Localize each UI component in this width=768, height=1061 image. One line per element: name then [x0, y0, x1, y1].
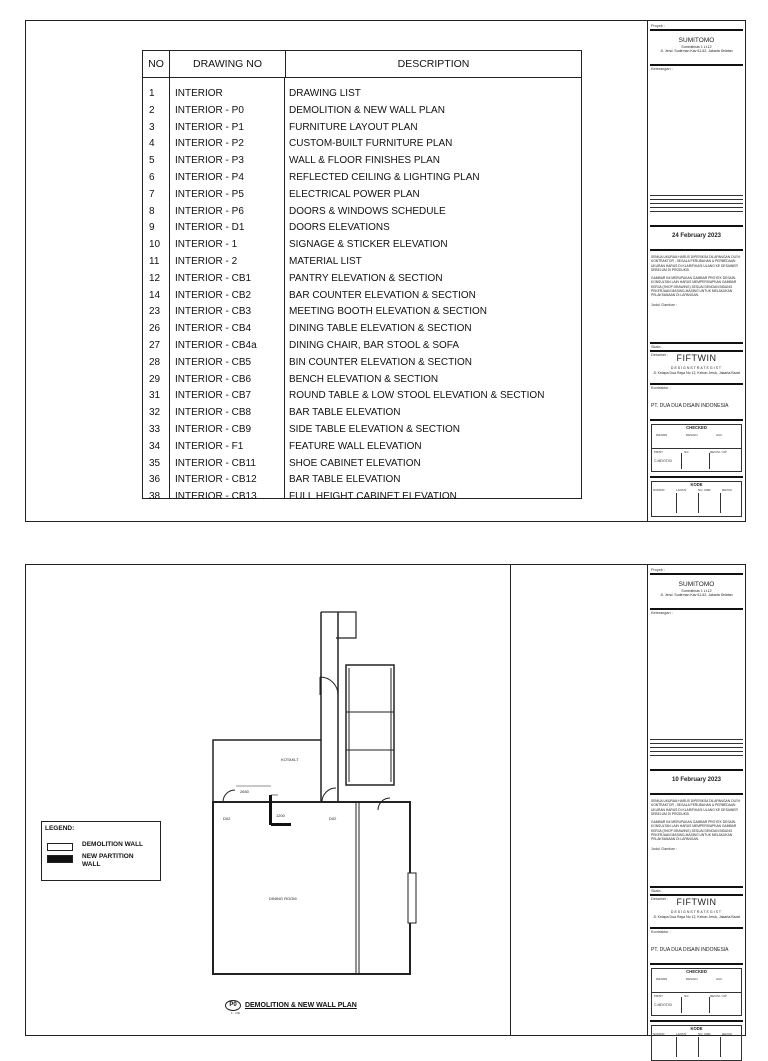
drawing-title-label: Judul Gambar : — [651, 303, 677, 307]
door-tag-1: D02 — [223, 816, 231, 821]
checked-row-no: NO — [684, 450, 689, 454]
rule — [650, 1020, 743, 1022]
row-number: 35 — [149, 457, 161, 469]
row-description: MATERIAL LIST — [289, 255, 362, 268]
title-block — [647, 21, 745, 521]
kode-col-revisi: REVISI — [722, 1032, 732, 1036]
kode-col-no-gbr: NO. GBR — [698, 488, 711, 492]
rule — [650, 927, 743, 929]
row-drawing-no: INTERIOR - 2 — [175, 255, 238, 268]
row-number: 26 — [149, 322, 161, 335]
rule — [650, 225, 743, 227]
rule — [650, 769, 743, 771]
table-row — [143, 287, 581, 305]
row-drawing-no: INTERIOR - CB6 — [175, 373, 252, 385]
rule — [650, 203, 743, 204]
row-description: DINING TABLE ELEVATION & SECTION — [289, 322, 472, 335]
checked-col-acc: ACC — [716, 433, 723, 437]
table-row — [143, 489, 581, 507]
rule — [650, 894, 743, 896]
checked-row-print: PRINT — [654, 450, 663, 454]
dimension-label-1: 2650 — [240, 789, 249, 794]
row-drawing-no: INTERIOR - P0 — [175, 104, 244, 117]
checked-col-design: DESIGN — [686, 433, 698, 437]
cell-divider — [720, 493, 721, 513]
row-drawing-no: INTERIOR - CB1 — [175, 272, 252, 284]
contractor-label: Kontraktor : — [651, 386, 671, 390]
row-description: BAR TABLE ELEVATION — [289, 406, 401, 419]
row-drawing-no: INTERIOR - P6 — [175, 205, 244, 217]
row-description: REFLECTED CEILING & LIGHTING PLAN — [289, 171, 480, 184]
row-number: 32 — [149, 406, 161, 419]
row-drawing-no: INTERIOR - F1 — [175, 440, 244, 452]
row-drawing-no: INTERIOR - P1 — [175, 121, 244, 133]
cell-divider — [676, 1037, 677, 1057]
cell-divider — [698, 493, 699, 513]
row-description: DOORS & WINDOWS SCHEDULE — [289, 205, 446, 217]
rule — [650, 419, 743, 421]
table-row — [143, 270, 581, 288]
row-description: SHOE CABINET ELEVATION — [289, 457, 421, 469]
row-number: 7 — [149, 188, 155, 201]
drawing-list-rows — [143, 86, 581, 506]
row-number: 29 — [149, 373, 161, 385]
table-row — [143, 153, 581, 171]
designer-logo: FIFTWIN — [676, 353, 717, 363]
table-row — [143, 472, 581, 490]
row-drawing-no: INTERIOR - CB5 — [175, 356, 252, 368]
drawing-list-table — [142, 50, 582, 503]
rule — [650, 342, 743, 344]
rule — [650, 29, 743, 31]
table-row — [143, 405, 581, 423]
row-number: 3 — [149, 121, 155, 133]
project-label: Proyek : — [651, 568, 665, 572]
designer-label: Desainer : — [651, 897, 669, 901]
demolition-plan-sheet — [25, 564, 746, 1036]
rule — [650, 573, 743, 575]
table-row — [143, 388, 581, 406]
rule — [650, 207, 743, 208]
row-number: 27 — [149, 339, 161, 352]
contractor-label: Kontraktor : — [651, 930, 671, 934]
table-row — [143, 338, 581, 356]
drawing-list-sheet — [25, 20, 746, 522]
scale-label: Skala : — [651, 345, 663, 349]
table-row — [143, 304, 581, 322]
contractor-name: PT. DUA DUA DISAIN INDONESIA — [651, 947, 729, 953]
row-number: 2 — [149, 104, 155, 117]
floor-plan-drawing — [26, 565, 510, 995]
row-description: ROUND TABLE & LOW STOOL ELEVATION & SECTION — [289, 390, 545, 402]
rule — [650, 476, 743, 478]
checked-row-revisi: REVISI / OP — [710, 994, 727, 998]
row-number: 38 — [149, 490, 161, 503]
kode-col-lantai: LANTAI — [676, 488, 687, 492]
notes-label: Keterangan : — [651, 67, 673, 71]
project-name: SUMITOMO — [678, 581, 715, 588]
table-row — [143, 102, 581, 120]
kode-col-nomor: NOMOR — [653, 488, 665, 492]
rule — [650, 755, 743, 756]
table-row — [143, 186, 581, 204]
row-number: 12 — [149, 272, 161, 284]
row-drawing-no: INTERIOR - 1 — [175, 238, 238, 251]
rule — [650, 963, 743, 965]
drawing-code: C.MDOT.BI — [654, 1003, 672, 1007]
legend-label-new-partition: NEW PARTITION WALL — [82, 853, 134, 868]
row-description: PANTRY ELEVATION & SECTION — [289, 272, 443, 284]
designer-logo: FIFTWIN — [676, 897, 717, 907]
checked-col-design: DESIGN — [686, 977, 698, 981]
row-description: DEMOLITION & NEW WALL PLAN — [289, 104, 445, 117]
plan-title-text: DEMOLITION & NEW WALL PLAN — [244, 1002, 357, 1009]
drawing-title-label: Judul Gambar : — [651, 847, 677, 851]
row-number: 5 — [149, 154, 155, 167]
rule — [650, 64, 743, 66]
row-drawing-no: INTERIOR - CB11 — [175, 457, 256, 469]
drawing-list-body — [142, 78, 582, 503]
cell-divider — [698, 1037, 699, 1057]
disclaimer-1: SEMUA UKURAN HARUS DIPERIKSA DILAPANGAN OLEH KONTRAKTOR , SEGALA PERUBAHAN & PERBEDAAN UKURAN HARUS DI KLARIFIKASI ULANG KE DESAINER SEBELUM DI PRODUKSI. — [651, 255, 740, 272]
row-number: 8 — [149, 205, 155, 217]
designer-address: Jl. Kelapa Dua Raya No 12, Kebon Jeruk, Jakarta Barat — [653, 915, 740, 919]
project-address-2: Jl. Jend. Sudirman Kav 61-62, Jakarta Selatan — [660, 593, 733, 597]
title-block — [647, 565, 745, 1035]
cell-divider — [709, 453, 710, 469]
rule — [650, 747, 743, 748]
door-tag-2: D02 — [329, 816, 337, 821]
rule — [650, 350, 743, 352]
row-description: CUSTOM-BUILT FURNITURE PLAN — [289, 138, 453, 150]
table-row — [143, 455, 581, 473]
row-description: ELECTRICAL POWER PLAN — [289, 188, 420, 201]
room-label-top: KOTAKLT — [281, 757, 299, 762]
checked-col-drawn: DRAWN — [656, 977, 668, 981]
row-description: BENCH ELEVATION & SECTION — [289, 373, 439, 385]
table-row — [143, 170, 581, 188]
designer-label: Desainer : — [651, 353, 669, 357]
project-address-1: Summitmas 1 Lt.12 — [681, 45, 712, 49]
row-drawing-no: INTERIOR - CB12 — [175, 474, 257, 486]
row-description: DINING CHAIR, BAR STOOL & SOFA — [289, 339, 460, 352]
designer-address: Jl. Kelapa Dua Raya No 12, Kebon Jeruk, Jakarta Barat — [653, 371, 740, 375]
rule — [650, 751, 743, 752]
row-description: MEETING BOOTH ELEVATION & SECTION — [289, 306, 487, 318]
row-drawing-no: INTERIOR - P3 — [175, 154, 244, 167]
sheet-divider — [510, 565, 511, 1035]
disclaimer-2: GAMBAR INI MERUPAKAN GAMBAR PROYEK DESAIN. KONSULTAN LAIN HARUS MEMPERSIAPKAN GAMBAR KERJA (SHOP DRAWING) SESUAI DENGAN BIDANG PEKERJAAN MASING-MASING UNTUK MELAKUKAN PELAKSANAAN DI LAPANGAN. — [651, 276, 737, 298]
plan-title-tag: P0 — [225, 1000, 241, 1011]
table-row — [143, 438, 581, 456]
table-row — [143, 86, 581, 104]
row-drawing-no: INTERIOR - D1 — [175, 222, 245, 234]
table-row — [143, 371, 581, 389]
checked-col-acc: ACC — [716, 977, 723, 981]
row-description: FEATURE WALL ELEVATION — [289, 440, 422, 452]
project-address-2: Jl. Jend. Sudirman Kav 61-62, Jakarta Selatan — [660, 49, 733, 53]
cell-divider — [720, 1037, 721, 1057]
table-row — [143, 254, 581, 272]
row-description: SIDE TABLE ELEVATION & SECTION — [289, 423, 460, 436]
row-number: 23 — [149, 306, 161, 318]
table-row — [143, 136, 581, 154]
header-description: DESCRIPTION — [397, 58, 470, 70]
row-description: FURNITURE LAYOUT PLAN — [289, 121, 418, 133]
table-row — [143, 119, 581, 137]
plan-title — [225, 1000, 357, 1015]
row-number: 9 — [149, 222, 155, 234]
room-label-dining: DINING ROOM — [269, 896, 297, 901]
checked-row-no: NO — [684, 994, 689, 998]
rule — [650, 199, 743, 200]
row-drawing-no: INTERIOR - CB7 — [175, 390, 252, 402]
checked-title: CHECKED — [686, 969, 707, 974]
row-drawing-no: INTERIOR - CB4 — [175, 322, 252, 335]
row-number: 28 — [149, 356, 161, 368]
designer-tagline: DESIGNSTRATEGIST — [670, 910, 723, 914]
rule — [651, 992, 742, 993]
rule — [650, 608, 743, 610]
disclaimer-1: SEMUA UKURAN HARUS DIPERIKSA DILAPANGAN OLEH KONTRAKTOR , SEGALA PERUBAHAN & PERBEDAAN UKURAN HARUS DI KLARIFIKASI ULANG KE DESAINER SEBELUM DI PRODUKSI. — [651, 799, 740, 816]
row-drawing-no: INTERIOR - CB9 — [175, 423, 252, 436]
kode-col-lantai: LANTAI — [676, 1032, 687, 1036]
table-row — [143, 321, 581, 339]
contractor-name: PT. DUA DUA DISAIN INDONESIA — [651, 403, 729, 409]
sheet-date: 24 February 2023 — [671, 233, 722, 239]
table-row — [143, 220, 581, 238]
table-row — [143, 203, 581, 221]
row-drawing-no: INTERIOR - CB3 — [175, 306, 252, 318]
row-description: BAR COUNTER ELEVATION & SECTION — [289, 289, 476, 301]
row-drawing-no: INTERIOR - P4 — [175, 171, 244, 184]
project-name: SUMITOMO — [678, 37, 715, 44]
checked-row-print: PRINT — [654, 994, 663, 998]
row-description: BAR TABLE ELEVATION — [289, 474, 401, 486]
row-description: SIGNAGE & STICKER ELEVATION — [289, 238, 448, 251]
row-description: DRAWING LIST — [289, 87, 361, 100]
rule — [650, 211, 743, 212]
drawing-code: C.MDOT.BI — [654, 459, 672, 463]
row-drawing-no: INTERIOR - CB2 — [175, 289, 252, 301]
dimension-label-2: 1200 — [276, 813, 285, 818]
sheet-date: 10 February 2023 — [671, 777, 722, 783]
row-number: 33 — [149, 423, 161, 436]
row-number: 6 — [149, 171, 155, 184]
kode-title: KODE — [690, 1026, 703, 1031]
row-number: 4 — [149, 138, 155, 150]
rule — [650, 383, 743, 385]
row-description: DOORS ELEVATIONS — [289, 222, 390, 234]
plan-scale: 1 : 100 — [231, 1011, 241, 1015]
legend-title: LEGEND: — [45, 825, 75, 832]
row-number: 34 — [149, 440, 161, 452]
rule — [650, 793, 743, 795]
row-drawing-no: INTERIOR - CB8 — [175, 406, 252, 419]
rule — [651, 448, 742, 449]
notes-label: Keterangan : — [651, 611, 673, 615]
row-drawing-no: INTERIOR - CB13 — [175, 490, 257, 503]
row-number: 1 — [149, 87, 155, 100]
kode-col-revisi: REVISI — [722, 488, 732, 492]
cell-divider — [676, 493, 677, 513]
row-number: 11 — [149, 255, 160, 268]
kode-col-no-gbr: NO. GBR — [698, 1032, 711, 1036]
kode-col-nomor: NOMOR — [653, 1032, 665, 1036]
checked-col-drawn: DRAWN — [656, 433, 668, 437]
row-drawing-no: INTERIOR - CB4a — [175, 339, 257, 352]
row-drawing-no: INTERIOR — [175, 87, 223, 100]
kode-title: KODE — [690, 482, 703, 487]
cell-divider — [709, 997, 710, 1013]
checked-row-revisi: REVISI / OP — [710, 450, 727, 454]
row-number: 31 — [149, 390, 161, 402]
rule — [650, 739, 743, 740]
rule — [650, 886, 743, 888]
table-row — [143, 237, 581, 255]
row-number: 10 — [149, 238, 161, 251]
table-row — [143, 422, 581, 440]
row-number: 36 — [149, 474, 161, 486]
row-description: BIN COUNTER ELEVATION & SECTION — [289, 356, 472, 368]
rule — [650, 195, 743, 196]
project-address-1: Summitmas 1 Lt.12 — [681, 589, 712, 593]
rule — [650, 743, 743, 744]
checked-title: CHECKED — [686, 425, 707, 430]
row-number: 14 — [149, 289, 161, 301]
rule — [650, 249, 743, 251]
row-drawing-no: INTERIOR - P2 — [175, 138, 244, 150]
table-row — [143, 354, 581, 372]
row-drawing-no: INTERIOR - P5 — [175, 188, 244, 201]
cell-divider — [681, 453, 682, 469]
header-drawing-no: DRAWING NO — [170, 51, 286, 77]
cell-divider — [681, 997, 682, 1013]
header-no: NO — [143, 51, 170, 77]
scale-label: Skala : — [651, 889, 663, 893]
row-description: FULL HEIGHT CABINET ELEVATION — [289, 490, 457, 503]
designer-tagline: DESIGNSTRATEGIST — [670, 366, 723, 370]
row-description: WALL & FLOOR FINISHES PLAN — [289, 154, 440, 167]
legend-label-demolition: DEMOLITION WALL — [82, 841, 144, 848]
drawing-list-header — [142, 50, 582, 78]
project-label: Proyek : — [651, 24, 665, 28]
disclaimer-2: GAMBAR INI MERUPAKAN GAMBAR PROYEK DESAIN. KONSULTAN LAIN HARUS MEMPERSIAPKAN GAMBAR KERJA (SHOP DRAWING) SESUAI DENGAN BIDANG PEKERJAAN MASING-MASING UNTUK MELAKUKAN PELAKSANAAN DI LAPANGAN. — [651, 820, 737, 842]
